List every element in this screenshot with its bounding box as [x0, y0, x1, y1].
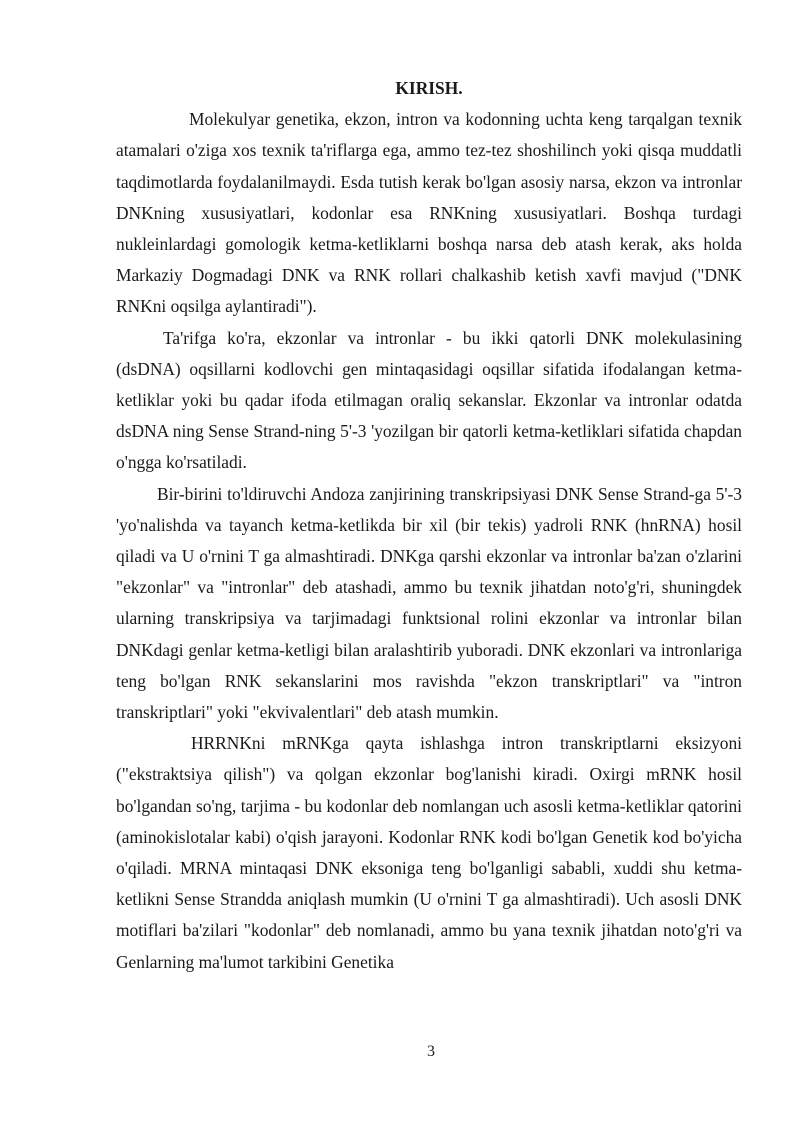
paragraph-4: HRRNKni mRNKga qayta ishlashga intron transkriptlarni eksizyoni ("ekstraktsiya qilish") va qolgan ekzonlar bog'lanishi kiradi. Oxirgi mRNK hosil bo'lgandan so'ng, tarjima - bu kodonlar deb nomlangan uch asosli ketma-ketliklar qatorini (aminokislotalar kabi) o'qish jarayoni. Kodonlar RNK kodi bo'lgan Genetik kod bo'yicha o'qiladi. MRNA mintaqasi DNK eksoniga teng bo'lganligi sababli, xuddi shu ketma-ketlikni Sense Strandda aniqlash mumkin (U o'rnini T ga almashtiradi). Uch asosli DNK motiflari ba'zilari "kodonlar" deb nomlanadi, ammo bu yana texnik jihatdan noto'g'ri va Genlarning ma'lumot tarkibini Genetika: [116, 733, 742, 972]
paragraph-3: Bir-birini to'ldiruvchi Andoza zanjirining transkripsiyasi DNK Sense Strand-ga 5'-3 'yo'nalishda va tayanch ketma-ketlikda bir xil (bir tekis) yadroli RNK (hnRNA) hosil qiladi va U o'rnini T ga almashtiradi. DNKga qarshi ekzonlar va intronlar ba'zan o'zlarini "ekzonlar" va "intronlar" deb atashadi, ammo bu texnik jihatdan noto'g'ri, shuningdek ularning transkripsiya va tarjimadagi funktsional rolini ekzonlar va intronlar bilan DNKdagi genlar ketma-ketligi bilan aralashtirib yuboradi. DNK ekzonlari va intronlariga teng bo'lgan RNK sekanslarini mos ravishda "ekzon transkriptlari" va "intron transkriptlari" yoki "ekvivalentlari" deb atash mumkin.: [116, 483, 742, 723]
page-title: KIRISH.: [395, 78, 463, 98]
page-number: 3: [427, 1043, 435, 1060]
page-content: [116, 73, 742, 978]
paragraph-2: Ta'rifga ko'ra, ekzonlar va intronlar - bu ikki qatorli DNK molekulasining (dsDNA) oqsillarni kodlovchi gen mintaqasidagi oqsillar sifatida ifodalangan ketma-ketliklar yoki bu qadar ifoda etilmagan oraliq sekanslar. Ekzonlar va intronlar odatda dsDNA ning Sense Strand-ning 5'-3 'yozilgan bir qatorli ketma-ketliklari sifatida chapdan o'ngga ko'rsatiladi.: [116, 327, 742, 473]
paragraph-1: Molekulyar genetika, ekzon, intron va kodonning uchta keng tarqalgan texnik atamalari o'ziga xos texnik ta'riflarga ega, ammo tez-tez shoshilinch yoki qisqa muddatli taqdimotlarda foydalanilmaydi. Esda tutish kerak bo'lgan asosiy narsa, ekzon va intronlar DNKning xususiyatlari, kodonlar esa RNKning xususiyatlari. Boshqa turdagi nukleinlardagi gomologik ketma-ketliklarni boshqa narsa deb atash kerak, aks holda Markaziy Dogmadagi DNK va RNK rollari chalkashib ketish xavfi mavjud ("DNK RNKni oqsilga aylantiradi").: [116, 109, 742, 317]
